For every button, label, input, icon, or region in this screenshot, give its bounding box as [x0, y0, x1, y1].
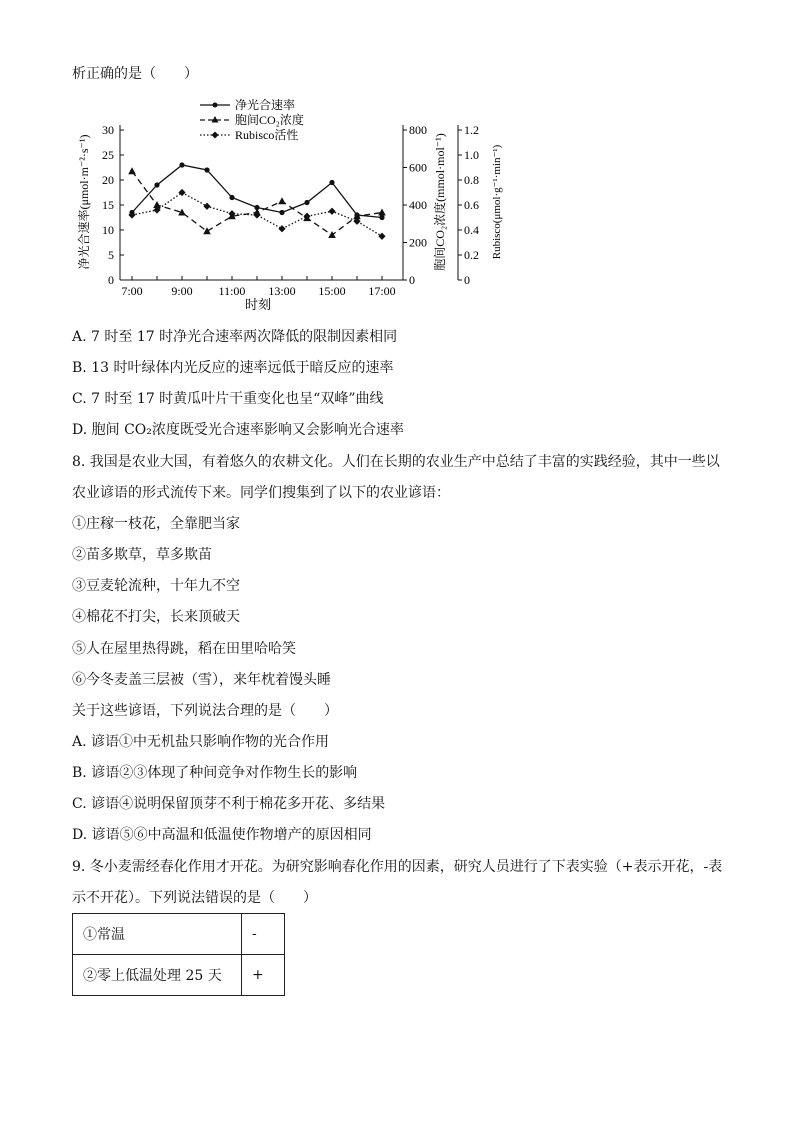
left-axis-title: 净光合速率(μmol·m⁻²·s⁻¹) [77, 134, 91, 270]
x-axis-title: 时刻 [244, 297, 272, 312]
data-point [328, 208, 335, 215]
legend-rubisco: Rubisco活性 [235, 128, 299, 142]
q7-option-d: D. 胞间 CO₂浓度既受光合速率影响又会影响光合速率 [72, 422, 404, 438]
y-tick-label: 10 [102, 223, 114, 237]
q9-stem-line1: 9. 冬小麦需经春化作用才开花。为研究影响春化作用的因素，研究人员进行了下表实验（+表示开花，-表 [72, 859, 723, 875]
y-tick-label: 400 [409, 198, 427, 212]
y-tick-label: 0 [409, 273, 415, 287]
y-tick-label: 0 [108, 273, 114, 287]
q8-proverb-4: ④棉花不打尖，长来顶破天 [72, 609, 240, 625]
legend-net-rate: 净光合速率 [235, 98, 296, 112]
q8-stem-line2: 农业谚语的形式流传下来。同学们搜集到了以下的农业谚语： [72, 485, 450, 501]
legend [200, 97, 304, 142]
q8-option-b: B. 谚语②③体现了种间竞争对作物生长的影响 [72, 765, 358, 781]
y-tick-label: 0.2 [464, 248, 479, 262]
table-row [73, 955, 285, 996]
y-tick-label: 600 [409, 160, 427, 175]
y-tick-label: 25 [102, 148, 114, 162]
x-tick-label: 13:00 [268, 284, 296, 298]
data-point [179, 162, 184, 167]
q8-proverb-5: ⑤人在屋里热得跳，稻在田里哈哈笑 [72, 641, 296, 657]
data-point [203, 227, 211, 234]
data-point [204, 167, 209, 172]
data-point [278, 197, 286, 204]
q8-option-a: A. 谚语①中无机盐只影响作物的光合作用 [72, 734, 330, 750]
y-tick-label: 200 [409, 235, 427, 250]
x-tick-label: 9:00 [171, 284, 193, 298]
data-point [328, 231, 336, 238]
q8-proverb-3: ③豆麦轮流种，十年九不空 [72, 578, 240, 594]
table-cell: ①常温 [73, 914, 242, 955]
q8-proverb-6: ⑥今冬麦盖三层被（雪），来年枕着馒头睡 [72, 672, 331, 688]
data-point [229, 195, 234, 200]
photosynthesis-chart [60, 90, 530, 322]
data-point [304, 200, 309, 205]
data-point [329, 180, 334, 185]
q7-stem-tail: 析正确的是（ ） [72, 66, 198, 82]
x-tick-label: 11:00 [218, 284, 246, 298]
q7-option-c: C. 7 时至 17 时黄瓜叶片干重变化也呈“双峰”曲线 [72, 391, 384, 407]
legend-co2: 胞间CO₂浓度 [235, 113, 304, 127]
y-tick-label: 1.2 [464, 123, 479, 137]
q9-stem-line2: 示不开花）。下列说法错误的是（ ） [72, 890, 317, 906]
x-tick-label: 17:00 [368, 284, 396, 298]
data-point [378, 233, 385, 240]
data-point [278, 225, 285, 232]
data-point [279, 210, 284, 215]
table-cell: + [242, 955, 285, 996]
x-tick-label: 7:00 [121, 284, 143, 298]
q8-option-d: D. 谚语⑤⑥中高温和低温使作物增产的原因相同 [72, 827, 372, 843]
data-point [203, 203, 210, 210]
q8-option-c: C. 谚语④说明保留顶芽不利于棉花多开花、多结果 [72, 796, 386, 812]
y-tick-label: 0 [464, 273, 470, 287]
q8-question: 关于这些谚语，下列说法合理的是（ ） [72, 703, 338, 719]
mid-axis-title: 胞间CO₂浓度(mmol·mol⁻¹) [433, 133, 447, 271]
series-line-2 [132, 171, 382, 235]
data-point [379, 215, 384, 220]
q7-option-a: A. 7 时至 17 时净光合速率两次降低的限制因素相同 [72, 329, 398, 345]
q8-stem-line1: 8. 我国是农业大国，有着悠久的农耕文化。人们在长期的农业生产中总结了丰富的实践经验，其中一些以 [72, 454, 720, 470]
y-tick-label: 20 [102, 173, 114, 187]
table-cell: ②零上低温处理 25 天 [73, 955, 242, 996]
y-tick-label: 800 [409, 123, 427, 137]
data-point [378, 209, 386, 216]
y-tick-label: 30 [102, 123, 114, 137]
q9-table [72, 913, 285, 996]
q8-proverb-1: ①庄稼一枝花，全靠肥当家 [72, 516, 240, 532]
x-tick-label: 15:00 [318, 284, 346, 298]
q8-proverb-2: ②苗多欺草，草多欺苗 [72, 547, 212, 563]
y-tick-label: 5 [108, 248, 114, 262]
y-tick-label: 15 [102, 198, 114, 212]
y-tick-label: 0.4 [464, 223, 479, 237]
table-row [73, 914, 285, 955]
data-point [154, 182, 159, 187]
y-tick-label: 0.6 [464, 198, 479, 212]
data-point [128, 167, 136, 174]
q7-option-b: B. 13 时叶绿体内光反应的速率远低于暗反应的速率 [72, 360, 394, 376]
table-cell: - [242, 914, 285, 955]
right-axis-title: Rubisco(μmol·g⁻¹·min⁻¹) [491, 144, 503, 260]
y-tick-label: 1.0 [464, 148, 479, 162]
y-tick-label: 0.8 [464, 173, 479, 187]
